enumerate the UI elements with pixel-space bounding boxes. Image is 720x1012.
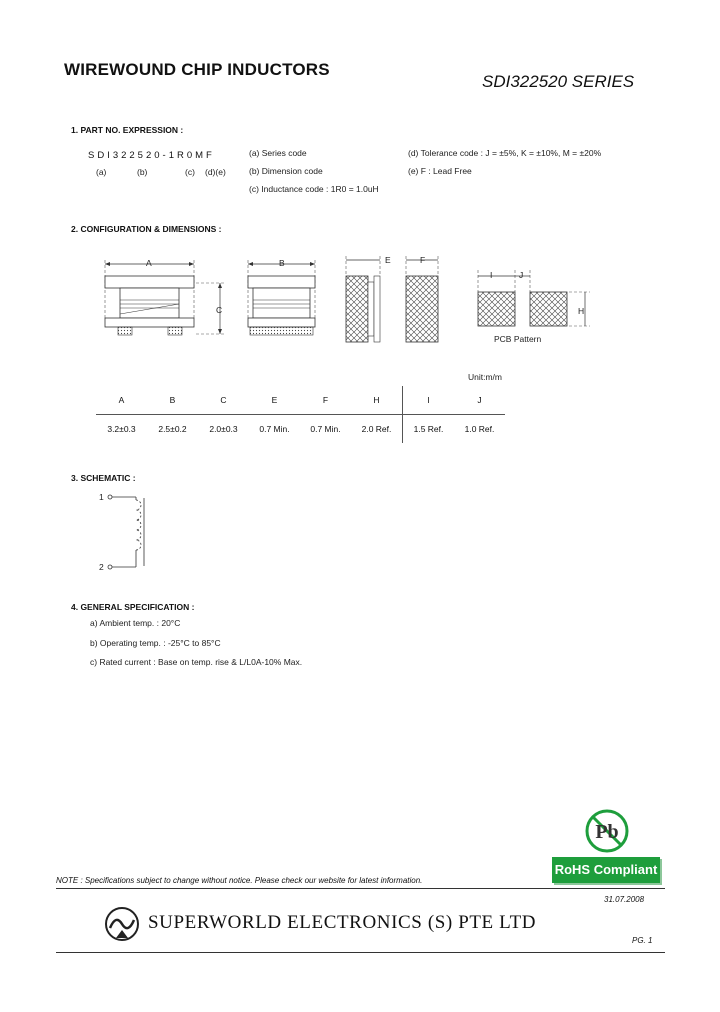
table-header-row [96,386,505,415]
schematic-heading: 3. SCHEMATIC : [71,473,136,483]
dim-label-h: H [578,306,585,316]
part-no-heading: 1. PART NO. EXPRESSION : [71,125,184,135]
table-header-cell: E [249,386,300,415]
footer-divider-top [56,888,665,889]
lead-free-icon [584,808,630,854]
inductance-code-desc: (c) Inductance code : 1R0 = 1.0uH [249,184,379,194]
table-header-cell: B [147,386,198,415]
series-name: SDI322520 SERIES [482,72,635,91]
page-number: PG. 1 [632,936,653,945]
part-letter-de: (d)(e) [205,167,226,177]
dim-label-e: E [385,255,391,265]
footer-note: NOTE : Specifications subject to change without notice. Please check our website for latest information. [56,876,423,885]
table-cell: 1.0 Ref. [464,424,495,434]
dim-label-c: C [216,305,223,315]
front-view-drawing [248,260,315,335]
part-letter-a: (a) [96,167,107,177]
table-header-cell: I [403,386,455,415]
configuration-heading: 2. CONFIGURATION & DIMENSIONS : [71,224,222,234]
company-name: SUPERWORLD ELECTRONICS (S) PTE LTD [148,912,537,933]
dim-label-f: F [420,255,426,265]
table-header-cell: H [351,386,403,415]
spec-operating-temp: b) Operating temp. : -25°C to 85°C [90,638,221,648]
part-number-code: SDI322520-1R0MF [88,150,215,161]
table-cell: 0.7 Min. [310,424,341,434]
side-view-drawing [105,260,225,335]
bottom-view-drawing [346,256,438,342]
dimension-code-desc: (b) Dimension code [249,166,323,176]
table-header-cell: F [300,386,351,415]
table-cell: 2.0 Ref. [361,424,392,434]
rohs-compliant-badge: RoHS Compliant [552,857,660,883]
table-row [96,415,505,444]
pb-symbol: Pb [595,821,619,843]
table-cell: 3.2±0.3 [107,424,136,434]
table-cell: 0.7 Min. [259,424,290,434]
table-cell: 2.0±0.3 [209,424,238,434]
table-cell: 2.5±0.2 [158,424,187,434]
dim-label-b: B [279,258,285,268]
pin-1-label: 1 [99,492,104,502]
table-header-cell: C [198,386,249,415]
unit-label: Unit:m/m [468,372,502,382]
tolerance-code-desc: (d) Tolerance code : J = ±5%, K = ±10%, M = ±20% [408,148,602,158]
pin-2-label: 2 [99,562,104,572]
inductor-schematic [104,490,150,574]
part-letter-c: (c) [185,167,195,177]
series-code-desc: (a) Series code [249,148,307,158]
document-title: WIREWOUND CHIP INDUCTORS [64,60,330,79]
company-logo-icon [104,906,140,942]
document-date: 31.07.2008 [604,895,645,904]
dimension-drawings [90,248,610,348]
part-letter-b: (b) [137,167,148,177]
pcb-pattern-caption: PCB Pattern [494,334,542,344]
table-header-cell: J [454,386,505,415]
footer-divider-bottom [56,952,665,953]
lead-free-desc: (e) F : Lead Free [408,166,472,176]
spec-heading: 4. GENERAL SPECIFICATION : [71,602,195,612]
dim-label-a: A [146,258,152,268]
spec-rated-current: c) Rated current : Base on temp. rise & L/L0A-10% Max. [90,657,303,667]
dimension-table [96,386,505,443]
pcb-pattern-drawing [478,270,590,326]
dim-label-j: J [519,270,524,280]
table-cell: 1.5 Ref. [403,415,455,444]
spec-ambient-temp: a) Ambient temp. : 20°C [90,618,181,628]
dim-label-i: I [490,270,493,280]
table-header-cell: A [96,386,147,415]
